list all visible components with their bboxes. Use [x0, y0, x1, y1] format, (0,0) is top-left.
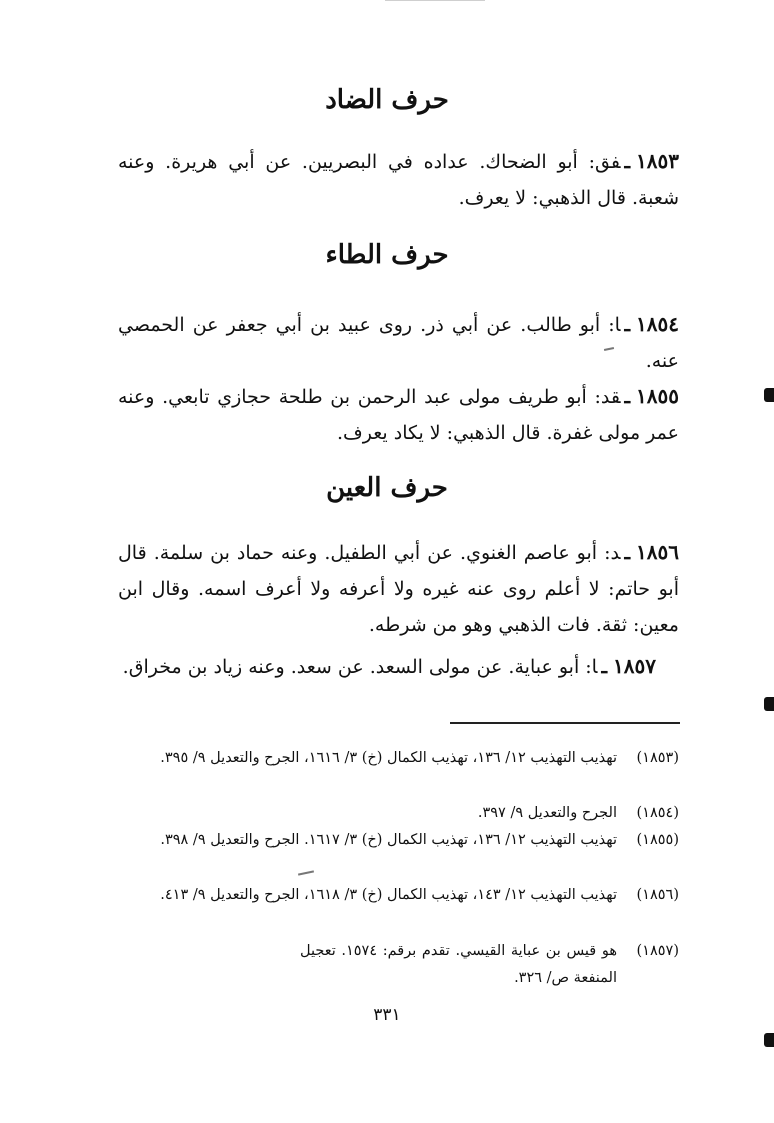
page-number: ٣٣١	[373, 1005, 401, 1025]
heading-dad: حرف الضاد	[325, 85, 449, 115]
footnote-number: (١٨٥٥)	[636, 832, 679, 848]
footnote-1853	[118, 745, 679, 772]
footnote-1854	[118, 800, 679, 827]
top-edge-rule	[385, 0, 485, 1]
footnote-number: (١٨٥٦)	[636, 887, 679, 903]
footnote-1856	[118, 882, 679, 909]
entry-text: د: أبو عاصم الغنوي. عن أبي الطفيل. وعنه حماد بن سلمة. قال أبو حاتم: لا أعلم روى عنه غيره ولا أعرفه ولا أعرف اسمه. وقال ابن معين: ثقة. فات الذهبي وهو من شرطه.	[118, 542, 679, 636]
entry-dash: ـ	[624, 542, 631, 564]
footnote-1855	[118, 827, 679, 854]
heading-taa: حرف الطاء	[325, 240, 449, 270]
page-edge-mark	[764, 388, 774, 402]
entry-text: ا: أبو طالب. عن أبي ذر. روى عبيد بن أبي جعفر عن الحمصي عنه.	[118, 314, 679, 372]
entry-dash: ـ	[624, 386, 631, 408]
footnote-text: هو قيس بن عباية القيسي. تقدم برقم: ١٥٧٤. تعجيل المنفعة ص/ ٣٢٦.	[300, 943, 617, 986]
entry-text: ا: أبو عباية. عن مولى السعد. عن سعد. وعنه زياد بن مخراق.	[122, 656, 598, 678]
entry-number: ١٨٥٦	[636, 540, 679, 564]
entry-text: قد: أبو طريف مولى عبد الرحمن بن طلحة حجازي تابعي. وعنه عمر مولى غفرة. قال الذهبي: لا يكاد يعرف.	[118, 386, 679, 444]
footnote-number: (١٨٥٧)	[636, 943, 679, 959]
entry-dash: ـ	[624, 151, 631, 173]
entry-1854	[118, 306, 679, 379]
entry-1857	[118, 648, 656, 685]
entry-1853	[118, 143, 679, 216]
heading-ayn: حرف العين	[326, 473, 448, 503]
page-edge-mark	[764, 697, 774, 711]
entry-number: ١٨٥٧	[613, 654, 656, 678]
entry-1855	[118, 378, 679, 451]
footnote-number: (١٨٥٤)	[636, 805, 679, 821]
footnote-1857	[300, 938, 679, 992]
footnote-number: (١٨٥٣)	[636, 750, 679, 766]
footnote-separator	[450, 722, 680, 724]
entry-number: ١٨٥٥	[636, 384, 679, 408]
entry-number: ١٨٥٣	[636, 149, 679, 173]
entry-dash: ـ	[601, 656, 608, 678]
ink-mark	[298, 870, 314, 875]
entry-1856	[118, 534, 679, 643]
footnote-text: تهذيب التهذيب ١٢/ ١٣٦، تهذيب الكمال (خ) ٣/ ١٦١٦، الجرح والتعديل ٩/ ٣٩٥.	[160, 750, 617, 766]
footnote-text: الجرح والتعديل ٩/ ٣٩٧.	[477, 805, 617, 821]
entry-number: ١٨٥٤	[636, 312, 679, 336]
page-edge-mark	[764, 1033, 774, 1047]
entry-dash: ـ	[624, 314, 631, 336]
footnote-text: تهذيب التهذيب ١٢/ ١٣٦، تهذيب الكمال (خ) ٣/ ١٦١٧. الجرح والتعديل ٩/ ٣٩٨.	[160, 832, 617, 848]
footnote-text: تهذيب التهذيب ١٢/ ١٤٣، تهذيب الكمال (خ) ٣/ ١٦١٨، الجرح والتعديل ٩/ ٤١٣.	[160, 887, 617, 903]
entry-text: فق: أبو الضحاك. عداده في البصريين. عن أبي هريرة. وعنه شعبة. قال الذهبي: لا يعرف.	[118, 151, 679, 209]
